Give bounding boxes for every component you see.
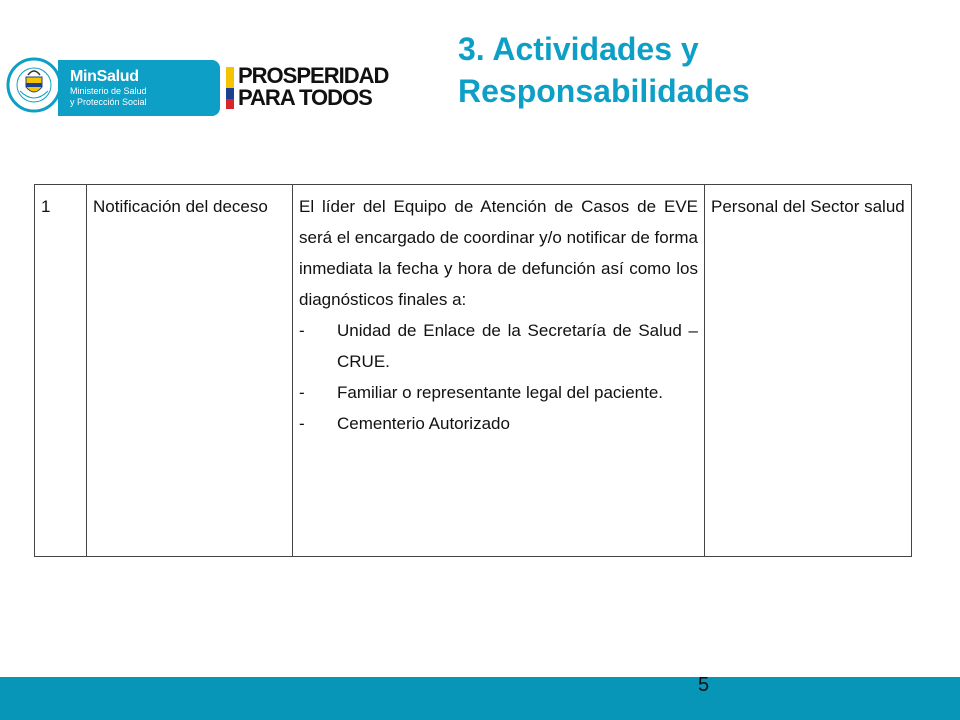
cell-responsible: Personal del Sector salud: [705, 185, 912, 557]
slogan-line-2: PARA TODOS: [238, 85, 372, 110]
header-logos: [0, 55, 420, 120]
colombia-flag-icon: [226, 67, 234, 109]
table-row: [35, 185, 912, 557]
page-title: [458, 28, 938, 112]
minsalud-sub-2: y Protección Social: [70, 97, 147, 107]
list-item-text: Familiar o representante legal del paciente.: [337, 383, 664, 402]
cell-number: 1: [35, 185, 87, 557]
prosperidad-logo: [238, 65, 388, 109]
list-item: - Cementerio Autorizado: [299, 414, 510, 433]
minsalud-logo: [58, 60, 220, 116]
footer-bar: [0, 677, 960, 720]
minsalud-sub-1: Ministerio de Salud: [70, 86, 147, 96]
list-item: - Unidad de Enlace de la Secretaría de Salud – CRUE.: [299, 321, 698, 371]
list-item-text: Unidad de Enlace de la Secretaría de Salud – CRUE.: [337, 321, 698, 371]
colombia-seal-logo: [6, 57, 62, 113]
minsalud-name: MinSalud: [70, 68, 139, 85]
cell-description: [293, 185, 705, 557]
title-line-1: 3. Actividades y: [458, 31, 699, 67]
list-item: - Familiar o representante legal del paciente.: [299, 383, 664, 402]
title-line-2: Responsabilidades: [458, 73, 750, 109]
recipient-list: [299, 315, 698, 439]
list-item-text: Cementerio Autorizado: [337, 414, 510, 433]
cell-activity: Notificación del deceso: [87, 185, 293, 557]
description-text: El líder del Equipo de Atención de Casos de EVE será el encargado de coordinar y/o notificar de forma inmediata la fecha y hora de defunción así como los diagnósticos finales a:: [299, 197, 698, 309]
slogan-line-1: PROSPERIDAD: [238, 63, 389, 88]
page-number: 5: [698, 674, 710, 696]
activities-table: [34, 184, 912, 557]
